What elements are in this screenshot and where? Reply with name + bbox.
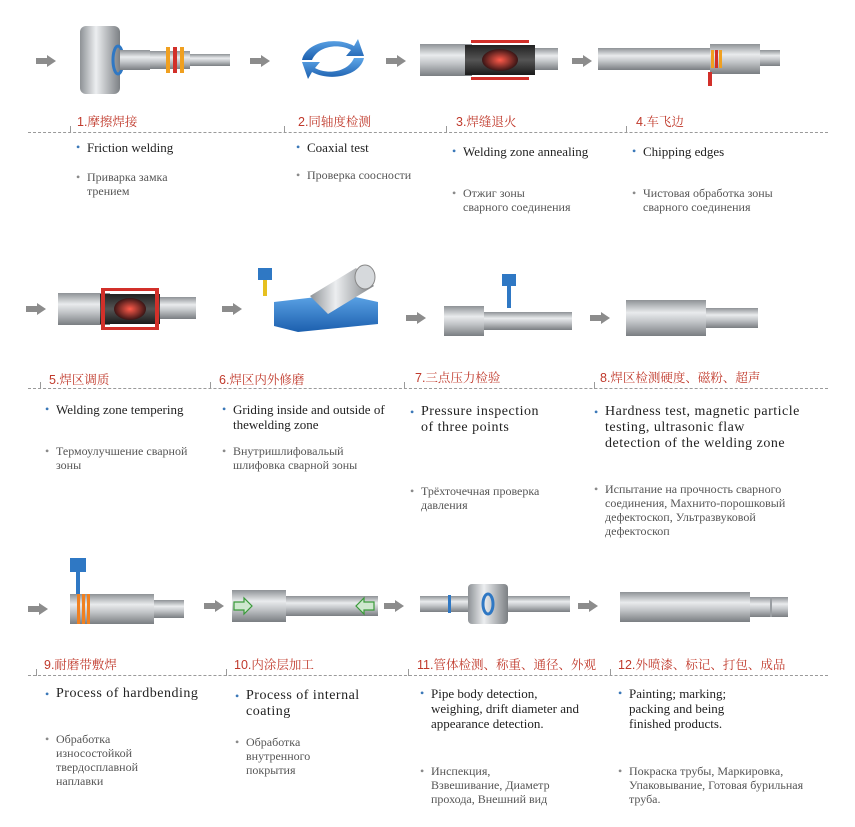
row-divider [28,675,828,676]
step-title-8: 8.焊区检测硬度、磁粉、超声 [600,371,761,385]
flow-arrow-icon [384,600,404,612]
flow-arrow-icon [578,600,598,612]
flow-arrow-icon [250,55,270,67]
step-en-3: • Welding zone annealing [452,144,638,159]
step-ru-8: • Испытание на прочность сварного соединения, Махнито-порошковый дефектоскоп, Ультразвуковой дефектоскоп [594,482,805,538]
grinding-machine-icon [258,266,388,338]
divider-tick [626,126,627,133]
step-title-12: 12.外喷漆、标记、打包、成品 [618,658,786,672]
step-title-4: 4.车飞边 [636,115,684,129]
rotation-arrows-icon [296,36,370,82]
step-en-5: • Welding zone tempering [45,402,221,417]
step-title-5: 5.焊区调质 [49,373,110,387]
tempering-coil-icon [58,288,196,330]
divider-tick [284,126,285,133]
flow-arrow-icon [590,312,610,324]
step-title-1: 1.摩擦焊接 [77,115,138,129]
divider-tick [404,382,405,389]
step-en-12: • Painting; marking; packing and being finished products. [618,686,759,731]
step-en-6: • Griding inside and outside of thewelding zone [222,402,411,432]
divider-tick [594,382,595,389]
step-ru-10: • Обработка внутренного покрытия [235,735,356,777]
divider-tick [408,669,409,676]
step-en-9: • Process of hardbending [45,686,236,702]
step-ru-11: • Инспекция, Взвешивание, Диаметр прохода, Внешний вид [420,764,561,806]
row-divider [28,132,828,133]
step-ru-9: • Обработка износостойкой твердосплавной наплавки [45,732,176,788]
divider-tick [446,126,447,133]
divider-tick [36,669,37,676]
step-title-3: 3.焊缝退火 [456,115,517,129]
flow-arrow-icon [386,55,406,67]
hardbanding-icon [70,558,184,626]
step-en-1: • Friction welding [76,140,267,155]
step-en-4: • Chipping edges [632,144,803,159]
hardness-test-pipe-icon [626,300,758,336]
step-ru-3: • Отжиг зоны сварного соединения [452,186,573,214]
flow-arrow-icon [26,303,46,315]
step-title-6: 6.焊区内外修磨 [219,373,305,387]
friction-welding-icon [80,26,230,94]
pressure-test-icon [444,274,572,340]
finished-pipe-icon [620,592,788,622]
internal-coating-icon [232,588,378,624]
step-en-10: • Process of internal coating [235,688,396,720]
pipe-inspection-icon [420,584,570,624]
divider-tick [610,669,611,676]
step-en-2: • Coaxial test [296,140,457,155]
divider-tick [210,382,211,389]
flow-arrow-icon [222,303,242,315]
step-ru-7: • Трёхточечная проверка давления [410,484,561,512]
flow-arrow-icon [406,312,426,324]
step-ru-5: • Термоулучшение сварной зоны [45,444,196,472]
step-en-11: • Pipe body detection, weighing, drift diameter and appearance detection. [420,686,586,731]
step-en-8: • Hardness test, magnetic particle testing, ultrasonic flaw detection of the welding zone [594,404,800,452]
step-title-10: 10.内涂层加工 [234,658,314,672]
step-ru-4: • Чистовая обработка зоны сварного соединения [632,186,783,214]
divider-tick [40,382,41,389]
flow-arrow-icon [28,603,48,615]
step-title-7: 7.三点压力检验 [415,371,501,385]
step-en-7: • Pressure inspection of three points [410,404,546,436]
flow-arrow-icon [36,55,56,67]
flow-arrow-icon [204,600,224,612]
step-title-9: 9.耐磨带敷焊 [44,658,117,672]
divider-tick [226,669,227,676]
annealing-coil-icon [420,40,558,80]
step-title-2: 2.同轴度检测 [298,115,371,129]
step-ru-1: • Приварка замка трением [76,170,207,198]
flow-arrow-icon [572,55,592,67]
step-title-11: 11.管体检测、称重、通径、外观 [417,658,596,672]
chipping-tool-icon [598,44,780,86]
step-ru-2: • Проверка соосности [296,168,457,182]
divider-tick [70,126,71,133]
step-ru-12: • Покраска трубы, Маркировка, Упаковывание, Готовая бурильная труба. [618,764,804,806]
row-divider [28,388,828,389]
step-ru-6: • Внутришлифовальый шлифовка сварной зоны [222,444,383,472]
